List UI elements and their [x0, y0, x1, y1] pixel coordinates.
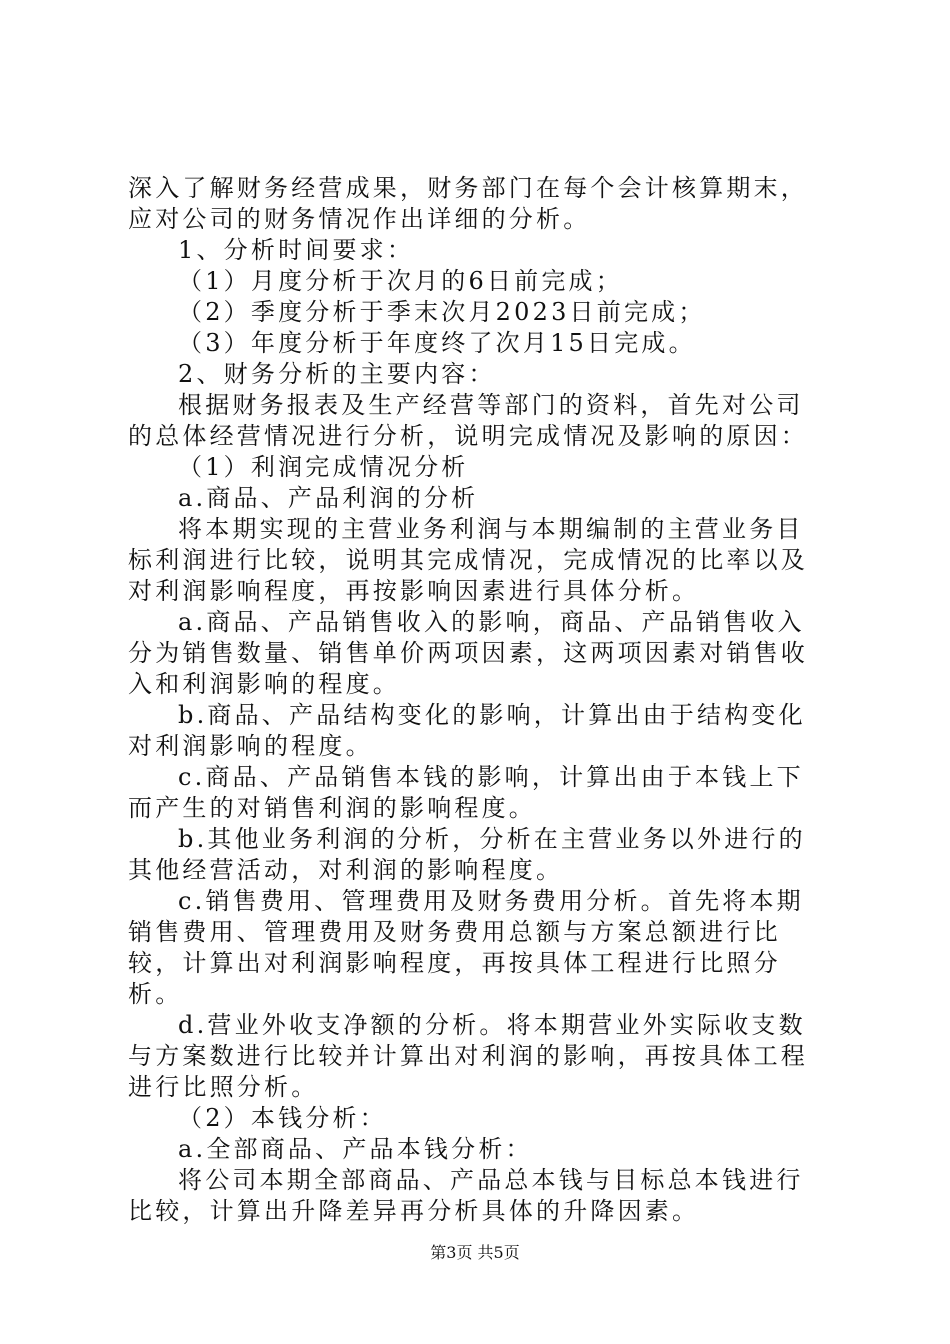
subheading-total-cost: a.全部商品、产品本钱分析：	[178, 1135, 533, 1163]
heading-main-content: 2、财务分析的主要内容：	[178, 360, 496, 388]
paragraph-overview: 根据财务报表及生产经营等部门的资料，首先对公司的总体经营情况进行分析，说明完成情况及影响的原因：	[128, 391, 808, 450]
paragraph-intro: 深入了解财务经营成果，财务部门在每个会计核算期末，应对公司的财务情况作出详细的分析。	[128, 174, 808, 233]
paragraph-non-operating: d.营业外收支净额的分析。将本期营业外实际收支数与方案数进行比较并计算出对利润的影响，再按具体工程进行比照分析。	[128, 1011, 808, 1101]
paragraph-sales-cost: c.商品、产品销售本钱的影响，计算出由于本钱上下而产生的对销售利润的影响程度。	[128, 763, 804, 822]
list-item-quarterly: （2）季度分析于季末次月2023日前完成；	[178, 298, 706, 326]
heading-time-requirements: 1、分析时间要求：	[178, 236, 415, 264]
paragraph-sales-revenue: a.商品、产品销售收入的影响，商品、产品销售收入分为销售数量、销售单价两项因素，这两项因素对销售收入和利润影响的程度。	[128, 608, 808, 698]
list-item-yearly: （3）年度分析于年度终了次月15日完成。	[178, 329, 696, 357]
paragraph-other-business: b.其他业务利润的分析，分析在主营业务以外进行的其他经营活动，对利润的影响程度。	[128, 825, 806, 884]
document-body	[128, 173, 828, 1227]
paragraph-profit-comparison: 将本期实现的主营业务利润与本期编制的主营业务目标利润进行比较，说明其完成情况，完成情况的比率以及对利润影响程度，再按影响因素进行具体分析。	[128, 515, 808, 605]
page-number-footer: 第3页 共5页	[430, 1243, 520, 1262]
paragraph-cost-comparison: 将公司本期全部商品、产品总本钱与目标总本钱进行比较，计算出升降差异再分析具体的升降因素。	[128, 1166, 804, 1225]
heading-cost-analysis: （2）本钱分析：	[178, 1104, 387, 1132]
list-item-monthly: （1）月度分析于次月的6日前完成；	[178, 267, 623, 295]
subheading-product-profit: a.商品、产品利润的分析	[178, 484, 479, 512]
heading-profit-analysis: （1）利润完成情况分析	[178, 453, 469, 481]
paragraph-expenses: c.销售费用、管理费用及财务费用分析。首先将本期销售费用、管理费用及财务费用总额与方案总额进行比较，计算出对利润影响程度，再按具体工程进行比照分析。	[128, 887, 804, 1008]
paragraph-structure-change: b.商品、产品结构变化的影响，计算出由于结构变化对利润影响的程度。	[128, 701, 806, 760]
